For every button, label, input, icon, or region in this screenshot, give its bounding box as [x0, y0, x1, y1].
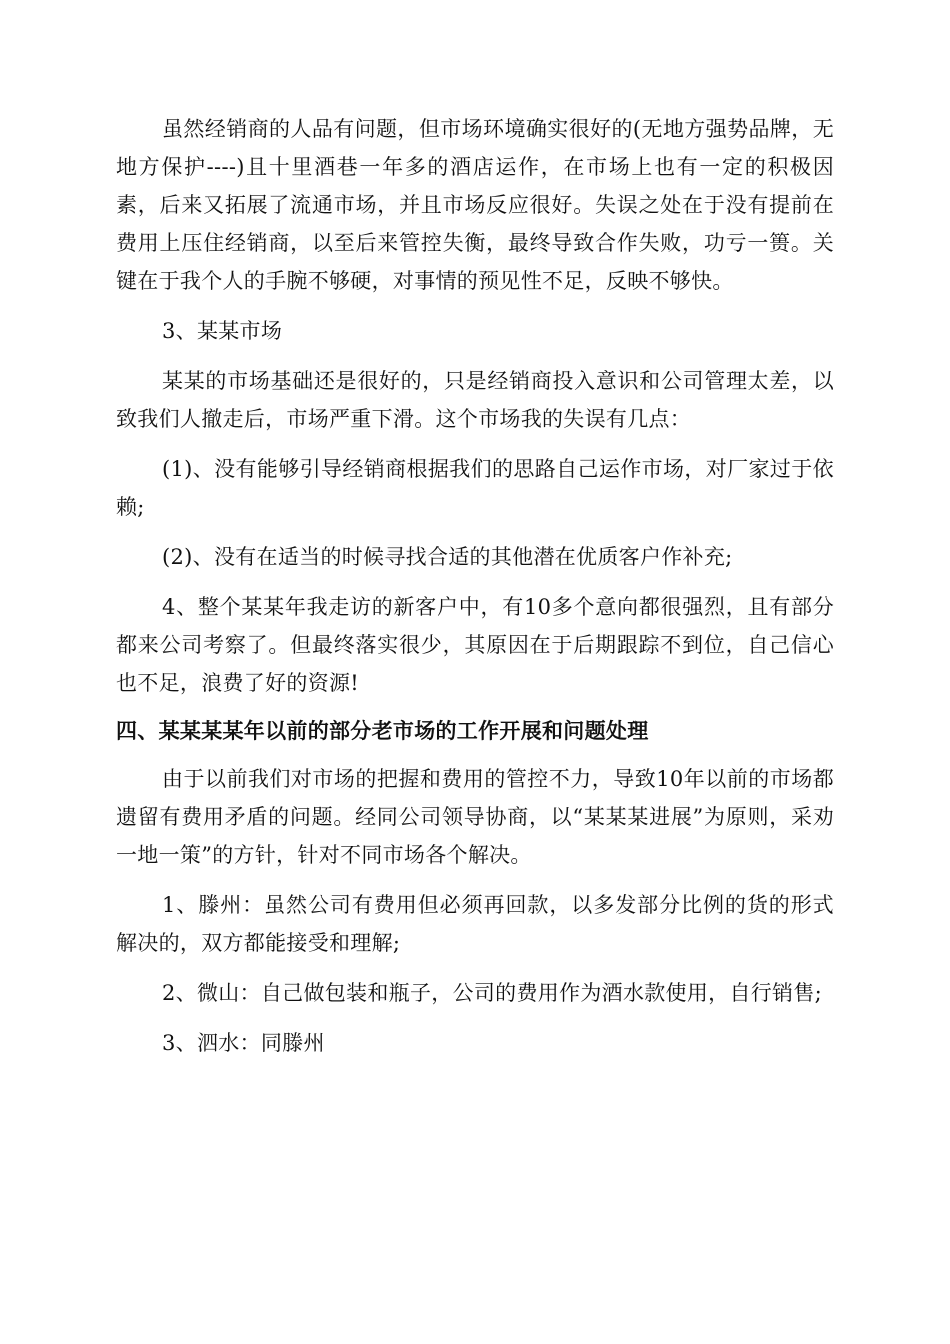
paragraph-distributor-summary: 虽然经销商的人品有问题，但市场环境确实很好的(无地方强势品牌，无地方保护----)且十里酒巷一年多的酒店运作，在市场上也有一定的积极因素，后来又拓展了流通市场，并且市场反应很好。失误之处在于没有提前在费用上压住经销商，以至后来管控失衡，最终导致合作失败，功亏一篑。关键在于我个人的手腕不够硬，对事情的预见性不足，反映不够快。 [116, 117, 834, 293]
section-heading-4: 四、某某某某年以前的部分老市场的工作开展和问题处理 [116, 719, 649, 743]
paragraph-old-markets: 由于以前我们对市场的把握和费用的管控不力，导致10年以前的市场都遗留有费用矛盾的问题。经同公司领导协商，以“某某某进展”为原则，采劝一地一策”的方针，针对不同市场各个解决。 [116, 767, 834, 867]
list-item-tengzhou: 1、滕州：虽然公司有费用但必须再回款，以多发部分比例的货的形式解决的，双方都能接受和理解; [116, 893, 834, 955]
paragraph-market-analysis: 某某的市场基础还是很好的，只是经销商投入意识和公司管理太差，以致我们人撤走后，市场严重下滑。这个市场我的失误有几点： [116, 369, 834, 431]
section-item-3-title: 3、某某市场 [162, 319, 283, 343]
list-item-sishui: 3、泗水：同滕州 [162, 1031, 325, 1055]
list-item-1: (1)、没有能够引导经销商根据我们的思路自己运作市场，对厂家过于依赖; [116, 457, 834, 519]
document-body [116, 110, 834, 1062]
list-item-2: (2)、没有在适当的时候寻找合适的其他潜在优质客户作补充; [162, 545, 733, 569]
paragraph-new-clients: 4、整个某某年我走访的新客户中，有10多个意向都很强烈，且有部分都来公司考察了。但最终落实很少，其原因在于后期跟踪不到位，自己信心也不足，浪费了好的资源! [116, 595, 834, 695]
list-item-weishan: 2、微山：自己做包装和瓶子，公司的费用作为酒水款使用，自行销售; [162, 981, 823, 1005]
